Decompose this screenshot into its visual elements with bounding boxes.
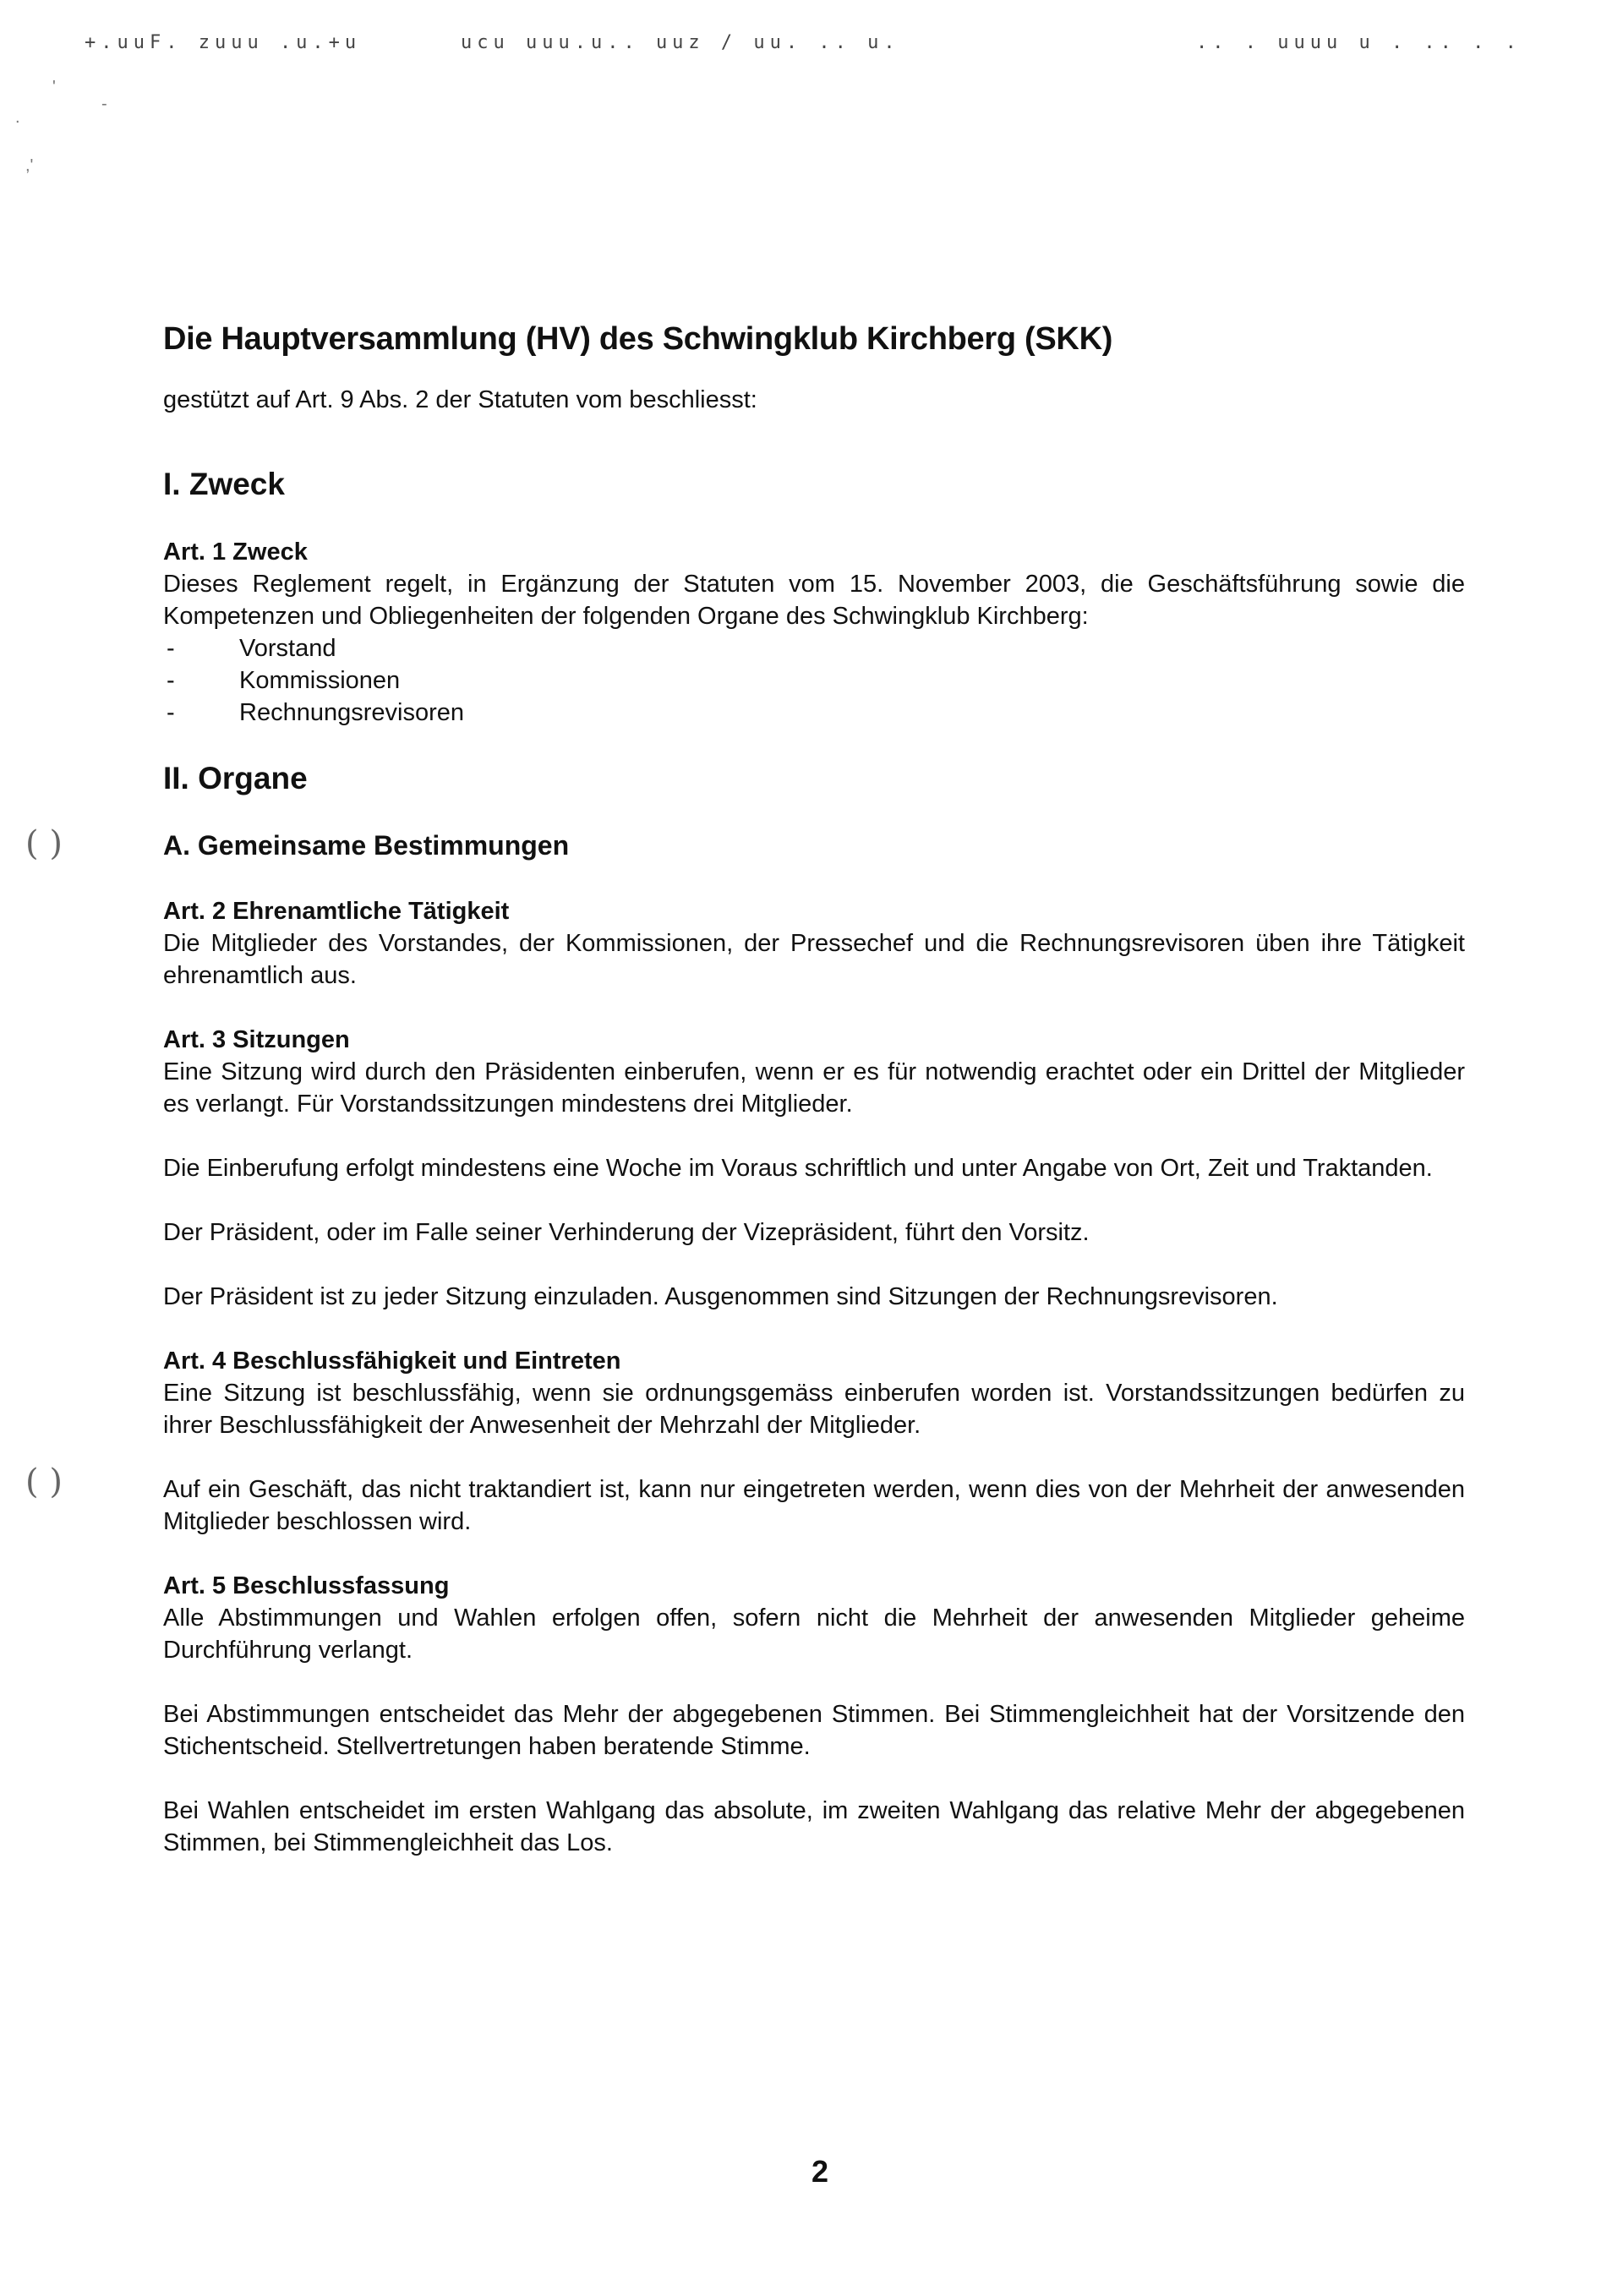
organ-list [163,632,1465,729]
article-5 [163,1570,1465,1859]
article-title: Art. 2 Ehrenamtliche Tätigkeit [163,898,510,925]
list-item: - Rechnungsrevisoren [163,697,1465,729]
list-item: - Vorstand [163,632,1465,664]
scan-speck: ' [52,78,56,96]
article-paragraph: Dieses Reglement regelt, in Ergänzung der Statuten vom 15. November 2003, die Geschäftsführung sowie die Kompetenzen und Obliegenheiten der folgenden Organe des Schwingklub Kirchberg: [163,571,1465,630]
margin-mark: ( ) [25,1462,63,1501]
scan-speck: - [101,95,107,113]
page-number: 2 [811,2154,829,2189]
list-item: - Kommissionen [163,664,1465,697]
article-title: Art. 5 Beschlussfassung [163,1572,450,1599]
article-paragraph: Bei Abstimmungen entscheidet das Mehr der abgegebenen Stimmen. Bei Stimmengleichheit hat der Vorsitzende den Stichentscheid. Stellvertretungen haben beratende Stimme. [163,1701,1465,1760]
article-4 [163,1345,1465,1538]
article-paragraph: Auf ein Geschäft, das nicht traktandiert ist, kann nur eingetreten werden, wenn dies von der Mehrheit der anwesenden Mitglieder beschlossen wird. [163,1476,1465,1535]
article-paragraph: Der Präsident, oder im Falle seiner Verhinderung der Vizepräsident, führt den Vorsitz. [163,1219,1090,1246]
fax-header [0,32,1623,66]
document-title: Die Hauptversammlung (HV) des Schwingklub Kirchberg (SKK) [163,321,1113,357]
section-heading-zweck: I. Zweck [163,467,285,501]
margin-mark: ( ) [25,824,63,863]
article-paragraph: Die Einberufung erfolgt mindestens eine Woche im Voraus schriftlich und unter Angabe von Ort, Zeit und Traktanden. [163,1155,1433,1182]
article-title: Art. 4 Beschlussfähigkeit und Eintreten [163,1348,621,1375]
document-body [163,321,1465,1891]
section-heading-organe: II. Organe [163,761,308,795]
article-paragraph: Alle Abstimmungen und Wahlen erfolgen offen, sofern nicht die Mehrheit der anwesenden Mitglieder geheime Durchführung verlangt. [163,1604,1465,1664]
fax-header-right: .. . uuuu u . .. . . [1196,32,1522,53]
article-paragraph: Eine Sitzung ist beschlussfähig, wenn sie ordnungsgemäss einberufen worden ist. Vorstandssitzungen bedürfen zu ihrer Beschlussfähigkeit der Anwesenheit der Mehrzahl der Mitglieder. [163,1380,1465,1439]
scan-speck: . [15,108,20,127]
fax-header-left: +.uuF. zuuu .u.+u [85,32,362,53]
article-title: Art. 1 Zweck [163,538,308,566]
article-title: Art. 3 Sitzungen [163,1026,350,1053]
article-paragraph: Eine Sitzung wird durch den Präsidenten einberufen, wenn er es für notwendig erachtet oder ein Drittel der Mitglieder es verlangt. Für Vorstandssitzungen mindestens drei Mitglieder. [163,1058,1465,1118]
fax-header-middle: ucu uuu.u.. uuz / uu. .. u. [461,32,900,53]
scan-speck: ,' [25,156,34,175]
article-3 [163,1024,1465,1313]
article-2 [163,895,1465,992]
document-intro: gestützt auf Art. 9 Abs. 2 der Statuten vom beschliesst: [163,386,757,413]
article-paragraph: Der Präsident ist zu jeder Sitzung einzuladen. Ausgenommen sind Sitzungen der Rechnungsrevisoren. [163,1283,1278,1310]
article-paragraph: Die Mitglieder des Vorstandes, der Kommissionen, der Pressechef und die Rechnungsrevisoren üben ihre Tätigkeit ehrenamtlich aus. [163,930,1465,989]
article-paragraph: Bei Wahlen entscheidet im ersten Wahlgang das absolute, im zweiten Wahlgang das relative Mehr der abgegebenen Stimmen, bei Stimmengleichheit das Los. [163,1797,1465,1856]
subsection-heading: A. Gemeinsame Bestimmungen [163,830,570,861]
article-1 [163,536,1465,729]
